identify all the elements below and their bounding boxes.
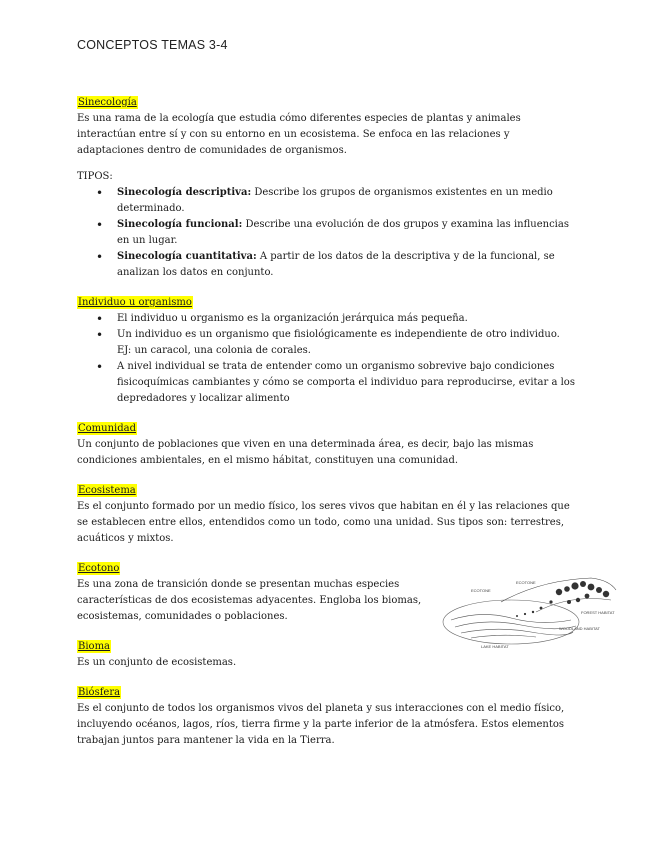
sinecologia-definition: Es una rama de la ecología que estudia cómo diferentes especies de plantas y animales interactúan entre sí y con su entorno en un ecosistema. Se enfoca en las relaciones y adaptaciones dentro de comunidades de organismos. xyxy=(77,113,521,156)
section-sinecologia xyxy=(77,95,577,281)
ecosistema-definition: Es el conjunto formado por un medio físico, los seres vivos que habitan en él y las relaciones que se establecen entre ellos, entendidos como un todo, como una unidad. Sus tipos son: terrestres, acuáticos y mixtos. xyxy=(77,501,570,544)
tipos-label: TIPOS: xyxy=(77,171,113,182)
heading-ecotono: Ecotono xyxy=(78,563,120,574)
section-comunidad xyxy=(77,421,577,469)
tipos-list xyxy=(77,185,577,281)
section-individuo xyxy=(77,295,577,407)
heading-biosfera: Biósfera xyxy=(78,687,121,698)
figure-label: LAKE HABITAT xyxy=(481,644,509,649)
heading-comunidad: Comunidad xyxy=(78,423,136,434)
bioma-definition: Es un conjunto de ecosistemas. xyxy=(77,657,237,668)
figure-label: ECOTONE xyxy=(471,588,491,593)
comunidad-definition: Un conjunto de poblaciones que viven en una determinada área, es decir, bajo las mismas condiciones ambientales, en el mismo hábitat, constituyen una comunidad. xyxy=(77,439,534,466)
list-item: • Sinecología cuantitativa: A partir de los datos de la descriptiva y de la funcional, se analizan los datos en conjunto. xyxy=(117,249,577,281)
section-ecosistema xyxy=(77,483,577,547)
ecotono-definition: Es una zona de transición donde se presentan muchas especies características de dos ecosistemas adyacentes. Engloba los biomas, ecosistemas, comunidades o poblaciones. xyxy=(77,579,422,622)
list-item: • Sinecología descriptiva: Describe los grupos de organismos existentes en un medio determinado. xyxy=(117,185,577,217)
list-item: • El individuo u organismo es la organización jerárquica más pequeña. xyxy=(117,311,577,327)
figure-label: FOREST HABITAT xyxy=(581,610,615,615)
document-title: CONCEPTOS TEMAS 3-4 xyxy=(77,38,228,52)
individuo-list xyxy=(77,311,577,407)
figure-label: ECOTONE xyxy=(516,580,536,585)
heading-sinecologia: Sinecología xyxy=(78,97,137,108)
heading-bioma: Bioma xyxy=(78,641,111,652)
list-item: • A nivel individual se trata de entender como un organismo sobrevive bajo condiciones fisicoquímicas cambiantes y cómo se comporta el individuo para reproducirse, evitar a los depredadores y localizar alimento xyxy=(117,359,577,407)
biosfera-definition: Es el conjunto de todos los organismos vivos del planeta y sus interacciones con el medio físico, incluyendo océanos, lagos, ríos, tierra firme y la parte inferior de la atmósfera. Estos elementos trabajan juntos para mantener la vida en la Tierra. xyxy=(77,703,565,746)
heading-ecosistema: Ecosistema xyxy=(78,485,136,496)
figure-label: WOODLAND HABITAT xyxy=(559,626,600,631)
heading-individuo: Individuo u organismo xyxy=(78,297,192,308)
list-item: • Sinecología funcional: Describe una evolución de dos grupos y examina las influencias en un lugar. xyxy=(117,217,577,249)
ecotone-illustration xyxy=(441,572,617,652)
document-body xyxy=(77,95,577,763)
list-item: • Un individuo es un organismo que fisiológicamente es independiente de otro individuo. EJ: un caracol, una colonia de corales. xyxy=(117,327,577,359)
section-biosfera xyxy=(77,685,577,749)
